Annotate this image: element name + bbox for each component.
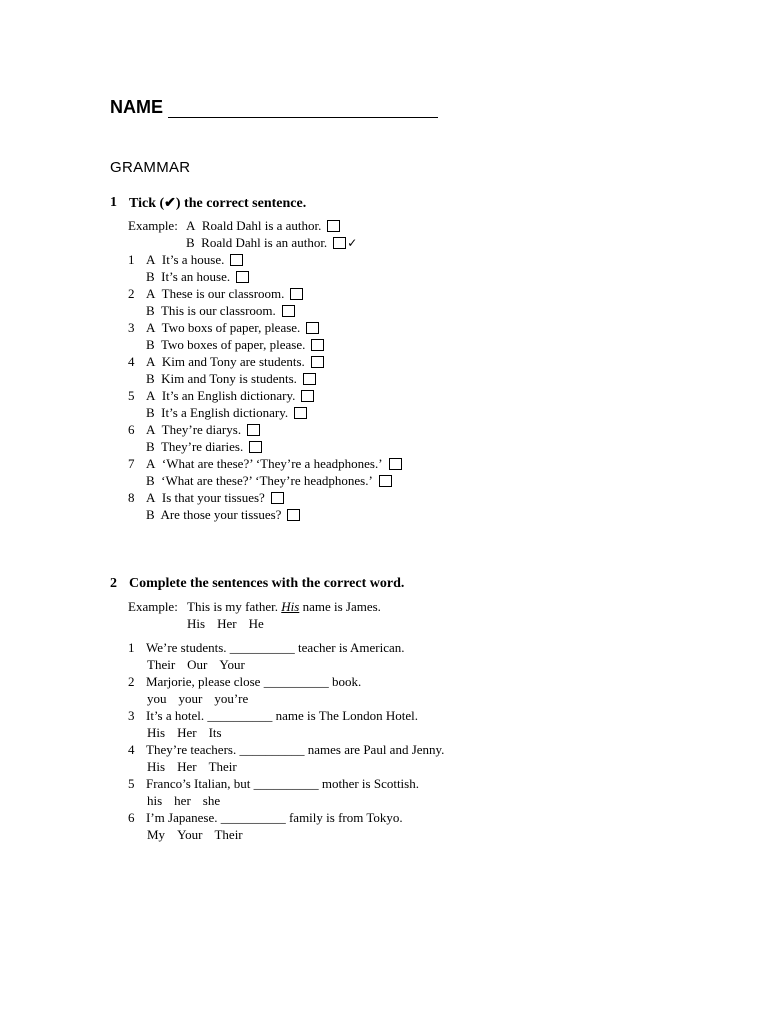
q2-item-sentence — [146, 708, 418, 724]
tick-icon: ✔ — [164, 196, 176, 211]
q2-item-number: 1 — [128, 640, 135, 655]
word-option: His — [147, 725, 166, 740]
q2-item-sentence — [146, 674, 361, 690]
sentence-text: They’re diaries. — [160, 439, 244, 454]
q1-item-number: 1 — [128, 252, 135, 267]
sentence-text: This is our classroom. — [160, 303, 276, 318]
sentence-text: Roald Dahl is a author. — [201, 218, 322, 233]
q1-item-option-a — [146, 422, 260, 438]
word-option: your — [178, 691, 203, 706]
tick-box[interactable] — [311, 339, 324, 351]
section-title: GRAMMAR — [110, 159, 191, 176]
answer-blank[interactable]: __________ — [229, 640, 295, 655]
word-option: Your — [177, 827, 203, 842]
word-option: Her — [177, 725, 197, 740]
q1-item-number: 4 — [128, 354, 135, 369]
q1-example-b — [186, 235, 357, 251]
sentence-text: We’re students. — [146, 640, 227, 655]
sentence-text: book. — [331, 674, 362, 689]
tick-box[interactable] — [333, 237, 346, 249]
sentence-text: I’m Japanese. — [146, 810, 218, 825]
sentence-text: family is from Tokyo. — [288, 810, 403, 825]
q1-instruction-pre: Tick ( — [129, 196, 165, 211]
word-option: her — [174, 793, 191, 808]
q2-item-number: 4 — [128, 742, 135, 757]
q2-item-options — [147, 827, 255, 843]
sentence-text: Kim and Tony are students. — [161, 354, 305, 369]
answer-blank[interactable]: __________ — [220, 810, 286, 825]
sentence-text: name is James. — [302, 599, 381, 614]
option-letter: A — [146, 320, 156, 335]
answer-blank[interactable]: __________ — [207, 708, 273, 723]
q2-item-options — [147, 657, 257, 673]
q1-item-option-a — [146, 286, 303, 302]
sentence-text: Is that your tissues? — [161, 490, 265, 505]
sentence-text: ‘What are these?’ ‘They’re a headphones.’ — [161, 456, 383, 471]
sentence-text: Marjorie, please close — [146, 674, 261, 689]
q1-item-option-b — [146, 405, 307, 421]
q1-item-option-b — [146, 507, 300, 523]
sentence-text: teacher is American. — [298, 640, 405, 655]
q1-item-option-b — [146, 371, 316, 387]
q1-item-number: 8 — [128, 490, 135, 505]
q1-item-number: 7 — [128, 456, 135, 471]
option-letter: B — [146, 507, 155, 522]
q1-item-option-b — [146, 269, 249, 285]
sentence-text: It’s a English dictionary. — [161, 405, 289, 420]
sentence-text: Two boxs of paper, please. — [161, 320, 301, 335]
q2-item-number: 5 — [128, 776, 135, 791]
sentence-text: Are those your tissues? — [160, 507, 282, 522]
q1-instruction-post: ) the correct sentence. — [175, 196, 307, 211]
q1-item-number: 3 — [128, 320, 135, 335]
option-letter: B — [186, 235, 195, 250]
q1-item-number: 6 — [128, 422, 135, 437]
option-letter: B — [146, 269, 155, 284]
name-field-line[interactable] — [168, 117, 438, 118]
q2-item-number: 6 — [128, 810, 135, 825]
word-option: Her — [177, 759, 197, 774]
sentence-text: It’s an house. — [161, 269, 231, 284]
tick-box[interactable] — [306, 322, 319, 334]
option-letter: B — [146, 337, 155, 352]
tick-box[interactable] — [379, 475, 392, 487]
word-option: she — [202, 793, 221, 808]
word-option: Her — [217, 616, 237, 631]
sentence-text: It’s an English dictionary. — [161, 388, 296, 403]
sentence-text: ‘What are these?’ ‘They’re headphones.’ — [161, 473, 373, 488]
q1-item-option-a — [146, 388, 314, 404]
option-letter: A — [146, 286, 156, 301]
q1-item-number: 2 — [128, 286, 135, 301]
word-option: Their — [147, 657, 176, 672]
tick-box[interactable] — [311, 356, 324, 368]
sentence-text: mother is Scottish. — [321, 776, 419, 791]
q1-item-option-a — [146, 252, 243, 268]
word-option: His — [187, 616, 206, 631]
option-letter: A — [146, 490, 156, 505]
word-option: Your — [219, 657, 245, 672]
tick-box[interactable] — [301, 390, 314, 402]
q1-item-option-a — [146, 320, 319, 336]
option-letter: B — [146, 439, 155, 454]
q1-item-option-b — [146, 303, 295, 319]
sentence-text: name is The London Hotel. — [275, 708, 419, 723]
word-option: He — [248, 616, 264, 631]
option-letter: B — [146, 473, 155, 488]
q1-number: 1 — [110, 195, 117, 210]
option-letter: B — [146, 405, 155, 420]
answer-blank[interactable]: __________ — [263, 674, 329, 689]
answer-blank[interactable]: __________ — [253, 776, 319, 791]
sentence-text: names are Paul and Jenny. — [307, 742, 445, 757]
tick-box[interactable] — [327, 220, 340, 232]
sentence-text: Two boxes of paper, please. — [160, 337, 306, 352]
tick-box[interactable] — [282, 305, 295, 317]
sentence-text: They’re teachers. — [146, 742, 237, 757]
sentence-text: This is my father. — [187, 599, 278, 614]
q2-item-options — [147, 691, 260, 707]
sentence-text: It’s a house. — [161, 252, 225, 267]
check-icon: ✓ — [347, 236, 358, 250]
sentence-text: Roald Dahl is an author. — [201, 235, 328, 250]
word-option: My — [147, 827, 166, 842]
q2-item-sentence — [146, 742, 444, 758]
answer-blank[interactable]: __________ — [239, 742, 305, 757]
word-option: you — [147, 691, 167, 706]
q1-example-a — [186, 218, 340, 234]
word-option: you’re — [214, 691, 249, 706]
word-option: Their — [214, 827, 243, 842]
option-letter: A — [146, 252, 156, 267]
tick-box[interactable] — [230, 254, 243, 266]
sentence-text: Franco’s Italian, but — [146, 776, 251, 791]
q1-item-option-a — [146, 490, 284, 506]
q2-example-sentence — [187, 599, 381, 615]
q2-item-options — [147, 793, 232, 809]
word-option: His — [147, 759, 166, 774]
tick-box[interactable] — [236, 271, 249, 283]
option-letter: A — [146, 388, 156, 403]
word-option: Its — [208, 725, 222, 740]
word-option: Their — [208, 759, 237, 774]
tick-box[interactable] — [287, 509, 300, 521]
word-option: Our — [187, 657, 208, 672]
option-letter: B — [146, 371, 155, 386]
q1-item-option-b — [146, 439, 262, 455]
q2-item-sentence — [146, 640, 405, 656]
tick-box[interactable] — [247, 424, 260, 436]
option-letter: A — [186, 218, 196, 233]
option-letter: A — [146, 456, 156, 471]
q1-item-option-b — [146, 337, 324, 353]
option-letter: A — [146, 422, 156, 437]
q2-item-number: 2 — [128, 674, 135, 689]
tick-box[interactable] — [303, 373, 316, 385]
q2-example-label: Example: — [128, 599, 178, 614]
q2-number: 2 — [110, 576, 117, 591]
tick-box[interactable] — [389, 458, 402, 470]
q2-item-number: 3 — [128, 708, 135, 723]
sentence-text: These is our classroom. — [161, 286, 285, 301]
option-letter: B — [146, 303, 155, 318]
q2-item-options — [147, 759, 249, 775]
q2-item-sentence — [146, 776, 419, 792]
q2-example-options — [187, 616, 276, 632]
q1-item-option-b — [146, 473, 392, 489]
tick-box[interactable] — [249, 441, 262, 453]
q1-item-number: 5 — [128, 388, 135, 403]
option-letter: A — [146, 354, 156, 369]
sentence-text: Kim and Tony is students. — [161, 371, 297, 386]
q2-instruction: Complete the sentences with the correct word. — [129, 576, 405, 591]
q2-item-options — [147, 725, 234, 741]
q1-example-label: Example: — [128, 218, 178, 233]
q1-item-option-a — [146, 456, 402, 472]
tick-box[interactable] — [271, 492, 284, 504]
word-option: his — [147, 793, 163, 808]
tick-box[interactable] — [294, 407, 307, 419]
q2-item-sentence — [146, 810, 403, 826]
tick-box[interactable] — [290, 288, 303, 300]
sentence-text: It’s a hotel. — [146, 708, 205, 723]
name-label: NAME — [110, 97, 163, 117]
q1-item-option-a — [146, 354, 324, 370]
sentence-text: They’re diarys. — [161, 422, 242, 437]
q1-instruction — [129, 195, 306, 212]
example-answer: His — [281, 599, 300, 614]
